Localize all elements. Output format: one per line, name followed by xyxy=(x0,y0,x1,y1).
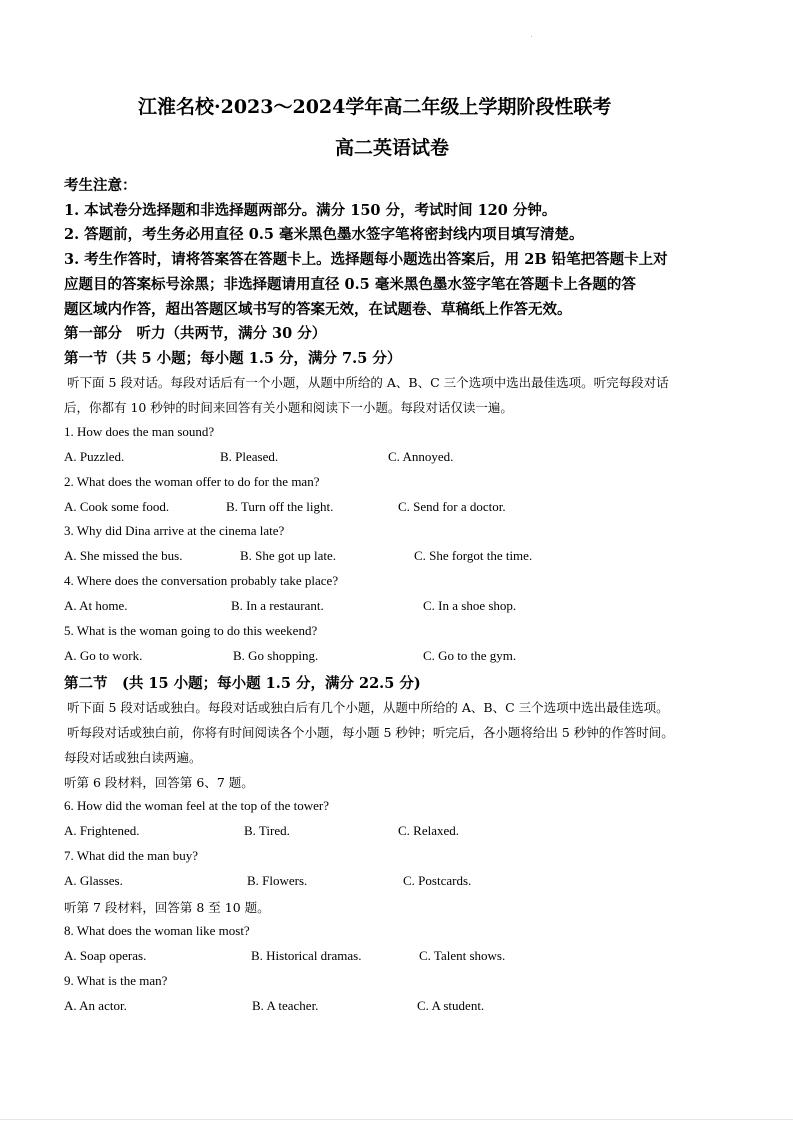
q6-option-a: A. Frightened. xyxy=(64,823,140,838)
section1-heading: 第一节（共 5 小题；每小题 1.5 分，满分 7.5 分） xyxy=(64,350,402,367)
question-2: 2. What does the woman offer to do for the man? xyxy=(64,474,320,489)
notice-item-1: 1. 本试卷分选择题和非选择题两部分。满分 150 分，考试时间 120 分钟。 xyxy=(64,202,557,219)
q1-option-b: B. Pleased. xyxy=(220,449,279,464)
page-bottom-divider xyxy=(0,1119,793,1120)
q6-option-c: C. Relaxed. xyxy=(398,823,460,838)
section1-instructions-line-2: 后，你都有 10 秒钟的时间来回答有关小题和阅读下一小题。每段对话仅读一遍。 xyxy=(64,400,513,415)
section2-heading: 第二节 (共 15 小题；每小题 1.5 分，满分 22.5 分) xyxy=(64,675,421,692)
question-4: 4. Where does the conversation probably take place? xyxy=(64,573,339,588)
material-6-note: 听第 6 段材料，回答第 6、7 题。 xyxy=(64,775,254,790)
q7-option-b: B. Flowers. xyxy=(247,873,308,888)
part1-heading: 第一部分 听力（共两节，满分 30 分） xyxy=(64,325,327,342)
q9-option-c: C. A student. xyxy=(417,998,485,1013)
q5-option-c: C. Go to the gym. xyxy=(423,648,517,663)
scan-speck xyxy=(531,36,532,37)
q8-option-a: A. Soap operas. xyxy=(64,948,147,963)
q4-option-b: B. In a restaurant. xyxy=(231,598,324,613)
section1-instructions-line-1: 听下面 5 段对话。每段对话后有一个小题，从题中所给的 A、B、C 三个选项中选出最佳选项。听完每段对话 xyxy=(67,375,669,390)
q7-option-a: A. Glasses. xyxy=(64,873,123,888)
exam-title: 江淮名校·2023～2024学年高二年级上学期阶段性联考 xyxy=(138,96,612,118)
q2-option-b: B. Turn off the light. xyxy=(226,499,334,514)
q5-option-a: A. Go to work. xyxy=(64,648,143,663)
q3-option-a: A. She missed the bus. xyxy=(64,548,183,563)
q2-option-a: A. Cook some food. xyxy=(64,499,170,514)
notice-item-3-line-1: 3. 考生作答时，请将答案答在答题卡上。选择题每小题选出答案后，用 2B 铅笔把答题卡上对 xyxy=(64,251,668,268)
question-5: 5. What is the woman going to do this weekend? xyxy=(64,623,318,638)
q9-option-a: A. An actor. xyxy=(64,998,127,1013)
question-3: 3. Why did Dina arrive at the cinema late? xyxy=(64,523,285,538)
section2-instructions-line-3: 每段对话或独白读两遍。 xyxy=(64,750,202,765)
section2-instructions-line-2: 听每段对话或独白前，你将有时间阅读各个小题，每小题 5 秒钟；听完后，各小题将给出 5 秒钟的作答时间。 xyxy=(67,725,674,740)
material-7-note: 听第 7 段材料，回答第 8 至 10 题。 xyxy=(64,900,270,915)
notice-item-3-line-3: 题区域内作答，超出答题区域书写的答案无效，在试题卷、草稿纸上作答无效。 xyxy=(64,301,572,318)
q1-option-a: A. Puzzled. xyxy=(64,449,125,464)
q8-option-b: B. Historical dramas. xyxy=(251,948,362,963)
q3-option-b: B. She got up late. xyxy=(240,548,337,563)
exam-subtitle: 高二英语试卷 xyxy=(335,137,450,159)
q8-option-c: C. Talent shows. xyxy=(419,948,506,963)
question-9: 9. What is the man? xyxy=(64,973,168,988)
q2-option-c: C. Send for a doctor. xyxy=(398,499,506,514)
question-7: 7. What did the man buy? xyxy=(64,848,199,863)
q3-option-c: C. She forgot the time. xyxy=(414,548,533,563)
question-8: 8. What does the woman like most? xyxy=(64,923,250,938)
q4-option-c: C. In a shoe shop. xyxy=(423,598,517,613)
notice-item-3-line-2: 应题目的答案标号涂黑；非选择题请用直径 0.5 毫米黑色墨水签字笔在答题卡上各题的答 xyxy=(64,276,636,293)
section2-instructions-line-1: 听下面 5 段对话或独白。每段对话或独白后有几个小题，从题中所给的 A、B、C 三个选项中选出最佳选项。 xyxy=(67,700,669,715)
q6-option-b: B. Tired. xyxy=(244,823,290,838)
question-6: 6. How did the woman feel at the top of the tower? xyxy=(64,798,329,813)
q9-option-b: B. A teacher. xyxy=(252,998,319,1013)
q7-option-c: C. Postcards. xyxy=(403,873,472,888)
notice-heading: 考生注意： xyxy=(64,177,137,194)
notice-item-2: 2. 答题前，考生务必用直径 0.5 毫米黑色墨水签字笔将密封线内项目填写清楚。 xyxy=(64,226,584,243)
q1-option-c: C. Annoyed. xyxy=(388,449,454,464)
question-1: 1. How does the man sound? xyxy=(64,424,215,439)
q4-option-a: A. At home. xyxy=(64,598,128,613)
q5-option-b: B. Go shopping. xyxy=(233,648,319,663)
